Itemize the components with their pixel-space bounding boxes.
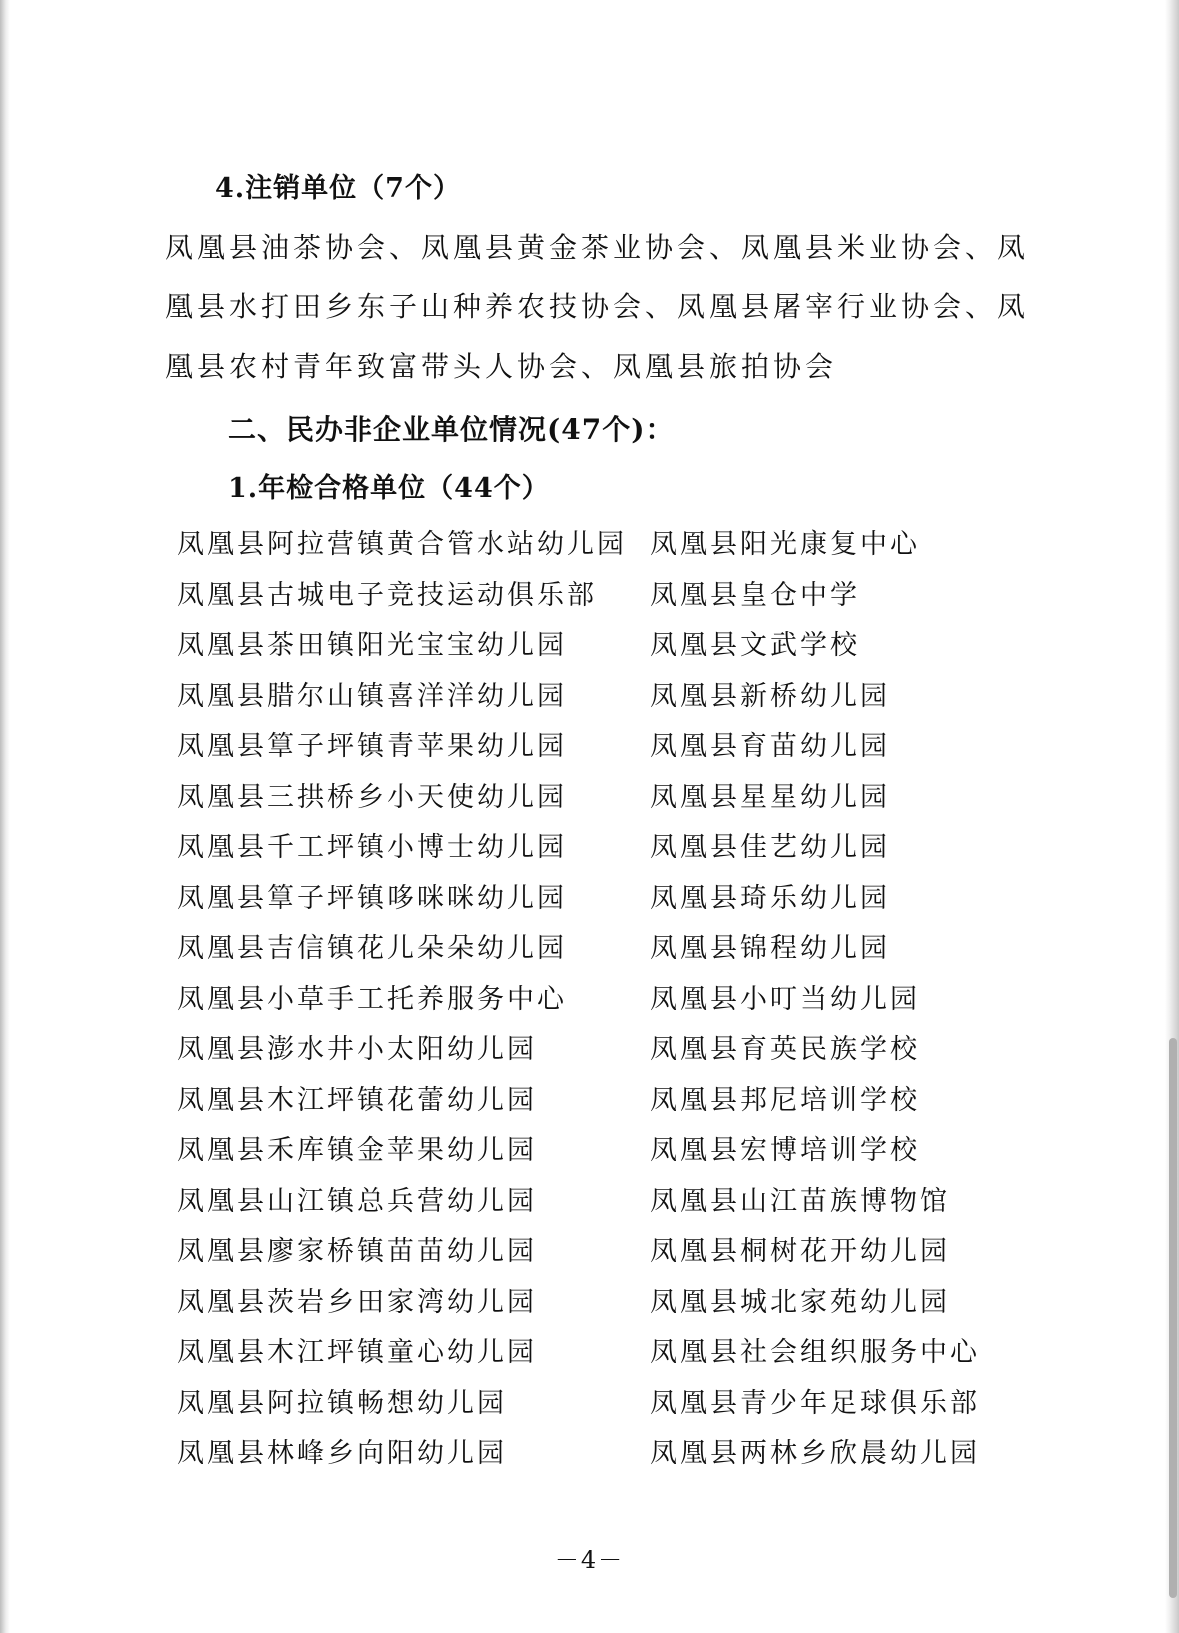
section-heading: 二、民办非企业单位情况(47个)： bbox=[228, 413, 675, 446]
unit-list-item: 凤凰县佳艺幼儿园 bbox=[650, 832, 890, 863]
unit-list-item: 凤凰县两林乡欣晨幼儿园 bbox=[650, 1438, 980, 1469]
unit-list-item: 凤凰县文武学校 bbox=[650, 630, 860, 661]
unit-list-item: 凤凰县阳光康复中心 bbox=[650, 529, 920, 560]
unit-list-item: 凤凰县千工坪镇小博士幼儿园 bbox=[177, 832, 567, 863]
unit-list-item: 凤凰县吉信镇花儿朵朵幼儿园 bbox=[177, 933, 567, 964]
unit-list-item: 凤凰县育苗幼儿园 bbox=[650, 731, 890, 762]
unit-list-item: 凤凰县新桥幼儿园 bbox=[650, 680, 890, 712]
unit-list-item: 凤凰县琦乐幼儿园 bbox=[650, 882, 890, 914]
scrollbar-thumb[interactable] bbox=[1169, 1038, 1177, 1598]
unit-list-item: 凤凰县山江苗族博物馆 bbox=[650, 1185, 950, 1217]
cancelled-units-heading: 4.注销单位（7个） bbox=[215, 173, 461, 204]
unit-list-item: 凤凰县腊尔山镇喜洋洋幼儿园 bbox=[177, 680, 567, 712]
unit-list-item: 凤凰县宏博培训学校 bbox=[650, 1135, 920, 1166]
unit-list-item: 凤凰县星星幼儿园 bbox=[650, 781, 890, 813]
unit-list-item: 凤凰县茶田镇阳光宝宝幼儿园 bbox=[177, 630, 567, 661]
unit-list-item: 凤凰县小草手工托养服务中心 bbox=[177, 983, 567, 1015]
unit-list-item: 凤凰县桐树花开幼儿园 bbox=[650, 1236, 950, 1267]
unit-list-item: 凤凰县阿拉镇畅想幼儿园 bbox=[177, 1387, 507, 1419]
passed-units-left-column bbox=[177, 525, 627, 1485]
cancelled-units-line: 凤凰县油茶协会、凤凰县黄金茶业协会、凤凰县米业协会、凤 bbox=[165, 231, 1030, 264]
unit-list-item: 凤凰县筸子坪镇哆咪咪幼儿园 bbox=[177, 882, 567, 914]
unit-list-item: 凤凰县社会组织服务中心 bbox=[650, 1337, 980, 1368]
unit-list-item: 凤凰县城北家苑幼儿园 bbox=[650, 1286, 950, 1318]
unit-list-item: 凤凰县小叮当幼儿园 bbox=[650, 983, 920, 1015]
unit-list-item: 凤凰县禾库镇金苹果幼儿园 bbox=[177, 1135, 537, 1166]
cancelled-units-line: 凰县水打田乡东子山种养农技协会、凤凰县屠宰行业协会、凤 bbox=[165, 290, 1030, 323]
unit-list-item: 凤凰县茨岩乡田家湾幼儿园 bbox=[177, 1286, 537, 1318]
unit-list-item: 凤凰县古城电子竞技运动俱乐部 bbox=[177, 579, 597, 611]
unit-list-item: 凤凰县林峰乡向阳幼儿园 bbox=[177, 1438, 507, 1469]
unit-list-item: 凤凰县锦程幼儿园 bbox=[650, 933, 890, 964]
unit-list-item: 凤凰县皇仓中学 bbox=[650, 579, 860, 611]
unit-list-item: 凤凰县澎水井小太阳幼儿园 bbox=[177, 1034, 537, 1065]
page-left-edge bbox=[0, 0, 10, 1633]
unit-list-item: 凤凰县筸子坪镇青苹果幼儿园 bbox=[177, 731, 567, 762]
unit-list-item: 凤凰县山江镇总兵营幼儿园 bbox=[177, 1185, 537, 1217]
unit-list-item: 凤凰县木江坪镇童心幼儿园 bbox=[177, 1337, 537, 1368]
unit-list-item: 凤凰县育英民族学校 bbox=[650, 1034, 920, 1065]
unit-list-item: 凤凰县阿拉营镇黄合管水站幼儿园 bbox=[177, 529, 627, 560]
unit-list-item: 凤凰县三拱桥乡小天使幼儿园 bbox=[177, 781, 567, 813]
unit-list-item: 凤凰县青少年足球俱乐部 bbox=[650, 1387, 980, 1419]
cancelled-units-line: 凰县农村青年致富带头人协会、凤凰县旅拍协会 bbox=[165, 350, 838, 383]
page-number: －4－ bbox=[554, 1546, 625, 1574]
unit-list-item: 凤凰县木江坪镇花蕾幼儿园 bbox=[177, 1084, 537, 1116]
unit-list-item: 凤凰县廖家桥镇苗苗幼儿园 bbox=[177, 1236, 537, 1267]
passed-units-right-column bbox=[650, 525, 980, 1485]
unit-list-item: 凤凰县邦尼培训学校 bbox=[650, 1084, 920, 1116]
passed-units-heading: 1.年检合格单位（44个） bbox=[228, 473, 550, 504]
